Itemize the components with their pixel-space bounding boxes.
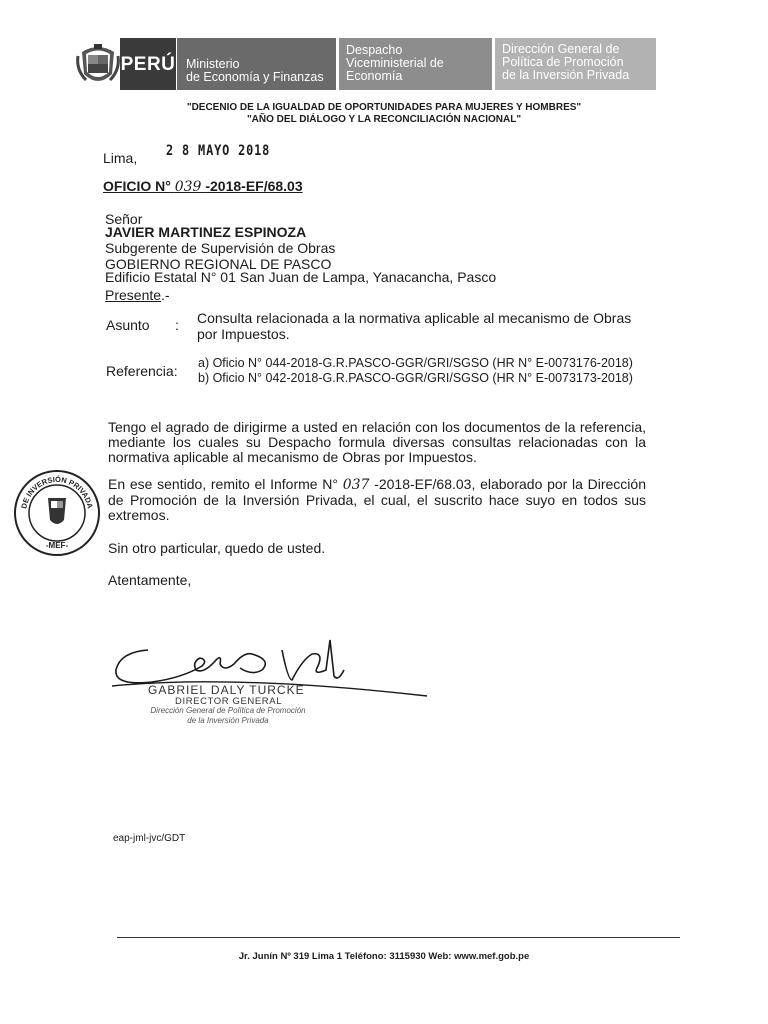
city-label: Lima, — [103, 150, 138, 166]
header-ministerio-line2: de Economía y Finanzas — [186, 70, 324, 84]
header-despacho-block — [339, 38, 492, 90]
header-country-block — [120, 38, 176, 90]
closing-text: Atentamente, — [108, 572, 192, 588]
header-country-text: PERÚ — [120, 53, 176, 75]
informe-handwritten-number: 037 — [342, 477, 370, 493]
asunto-colon: : — [175, 317, 179, 333]
header-despacho-line1: Despacho — [346, 43, 403, 57]
signatory-dept-line1: Dirección General de Política de Promoción — [150, 706, 306, 715]
decenio-line2: "AÑO DEL DIÁLOGO Y LA RECONCILIACIÓN NACIONAL" — [246, 114, 522, 125]
oficio-number — [103, 178, 303, 195]
reference-initials: eap-jml-jvc/GDT — [113, 833, 186, 844]
header-direccion-block — [495, 38, 656, 90]
header-despacho-line3: Economía — [346, 69, 403, 83]
oficio-suffix: -2018-EF/68.03 — [205, 178, 303, 194]
recipient-salutation: Señor — [105, 211, 143, 227]
recipient-presente — [105, 287, 170, 303]
footer-divider — [117, 937, 680, 938]
decenio-line1: "DECENIO DE LA IGUALDAD DE OPORTUNIDADES PARA MUJERES Y HOMBRES" — [186, 102, 582, 113]
header-direccion-line2: Política de Promoción — [502, 55, 624, 69]
referencia-item-b: b) Oficio N° 042-2018-G.R.PASCO-GGR/GRI/SGSO (HR N° E-0073173-2018) — [198, 371, 633, 385]
stamp-top-text: DE INVERSIÓN PRIVADA — [19, 474, 95, 510]
oficio-handwritten-number: 039 — [174, 179, 202, 195]
footer-contact: Jr. Junín Nº 319 Lima 1 Teléfono: 3115930 Web: www.mef.gob.pe — [238, 951, 530, 962]
presente-text: Presente — [105, 287, 162, 303]
recipient-address: Edificio Estatal N° 01 San Juan de Lampa, Yanacancha, Pasco — [105, 269, 497, 285]
referencia-item-a: a) Oficio N° 044-2018-G.R.PASCO-GGR/GRI/SGSO (HR N° E-0073176-2018) — [198, 356, 633, 370]
header-ministerio-block — [177, 38, 336, 90]
asunto-label: Asunto — [106, 317, 150, 333]
recipient-name: JAVIER MARTINEZ ESPINOZA — [105, 224, 307, 240]
signatory-department — [148, 706, 308, 726]
stamp-bottom-text: -MEF- — [45, 541, 69, 550]
decenio-slogan — [0, 102, 768, 126]
body-paragraph-1: Tengo el agrado de dirigirme a usted en relación con los documentos de la referencia, mediante los cuales su Despacho formula diversas consultas relacionadas con la normativa aplicable al mecanismo de Obras por Impuestos. — [108, 419, 646, 465]
date-stamp: 2 8 MAYO 2018 — [166, 143, 271, 159]
body-paragraph-2-end: -2018-EF/68.03, elaborado por la Dirección de Promoción de la Inversión Privada, el cual, el suscrito hace suyo en todos sus extremos. — [108, 476, 646, 523]
header-despacho-line2: Viceministerial de — [346, 56, 444, 70]
recipient-position: Subgerente de Supervisión de Obras — [105, 240, 336, 256]
recipient-org: GOBIERNO REGIONAL DE PASCO — [105, 256, 332, 272]
signatory-name: GABRIEL DALY TURCKE — [148, 683, 305, 697]
header-direccion-line1: Dirección General de — [502, 42, 620, 56]
institution-seal-stamp-icon — [12, 468, 102, 558]
referencia-list — [198, 356, 633, 386]
header-ministerio-line1: Ministerio — [186, 57, 240, 71]
presente-suffix: .- — [161, 287, 170, 303]
body-paragraph-2 — [108, 477, 646, 523]
signatory-dept-line2: de la Inversión Privada — [187, 716, 269, 725]
referencia-label: Referencia: — [106, 363, 178, 379]
body-paragraph-2-start: En ese sentido, remito el Informe N° — [108, 476, 339, 492]
asunto-text: Consulta relacionada a la normativa aplicable al mecanismo de Obras por Impuestos. — [197, 310, 632, 342]
header-direccion-line3: de la Inversión Privada — [502, 68, 630, 82]
peru-coat-of-arms-icon — [76, 44, 120, 90]
oficio-prefix: OFICIO N° — [103, 178, 171, 194]
signatory-title: DIRECTOR GENERAL — [175, 696, 283, 707]
body-paragraph-3: Sin otro particular, quedo de usted. — [108, 540, 326, 556]
